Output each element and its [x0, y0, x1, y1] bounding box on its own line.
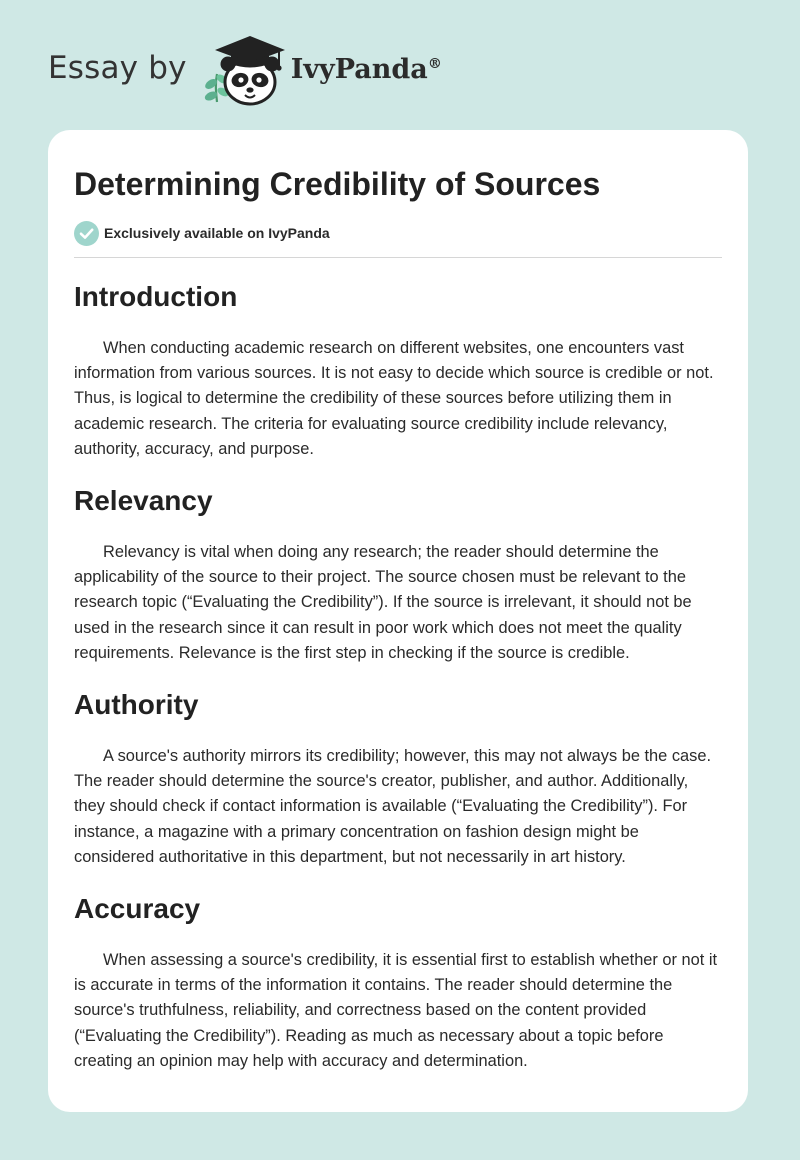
check-circle-icon — [74, 221, 99, 246]
section-introduction — [74, 280, 722, 462]
title-divider — [74, 257, 722, 258]
exclusive-badge — [74, 220, 722, 246]
section-relevancy — [74, 484, 722, 666]
section-heading: Introduction — [74, 281, 238, 312]
exclusive-text: Exclusively available on IvyPanda — [104, 225, 330, 241]
section-heading: Accuracy — [74, 893, 201, 925]
section-paragraph: A source's authority mirrors its credibility; however, this may not always be the case. The reader should determine the source's creator, publisher, and author. Additionally, they should check if contact information is available (“Evaluating the Credibility”). For instance, a magazine with a primary concentration on fashion design might be considered authoritative in this department, but not necessarily in art history. — [74, 747, 712, 866]
section-accuracy — [74, 892, 722, 1074]
essay-card — [48, 130, 748, 1112]
brand-name[interactable]: IvyPanda® — [290, 53, 442, 85]
section-paragraph: When assessing a source's credibility, it is essential first to establish whether or not it is accurate in terms of the information it contains. The reader should determine the source's truthfulness, reliability, and correctness based on the content provided (“Evaluating the Credibility”). Reading as much as necessary about a topic before creating an opinion may help with accuracy and determination. — [74, 951, 718, 1070]
section-paragraph: Relevancy is vital when doing any research; the reader should determine the applicability of the source to their project. The source chosen must be relevant to the research topic (“Evaluating the Credibility”). If the source is irrelevant, it should not be used in the research since it can result in poor work which does not meet the quality requirements. Relevance is the first step in checking if the source is credible. — [74, 543, 692, 662]
section-paragraph: When conducting academic research on different websites, one encounters vast information from various sources. It is not easy to decide which source is credible or not. Thus, is logical to determine the credibility of these sources before utilizing them in academic research. The criteria for evaluating source credibility include relevancy, authority, accuracy, and purpose. — [74, 339, 714, 458]
registered-mark: ® — [427, 55, 442, 72]
brand-prefix: Essay by — [48, 50, 187, 86]
brand-header — [48, 30, 442, 110]
panda-graduate-icon[interactable] — [201, 30, 289, 110]
section-heading: Authority — [74, 689, 199, 721]
page-title: Determining Credibility of Sources — [74, 166, 601, 202]
section-heading: Relevancy — [74, 485, 213, 517]
section-authority — [74, 688, 722, 870]
